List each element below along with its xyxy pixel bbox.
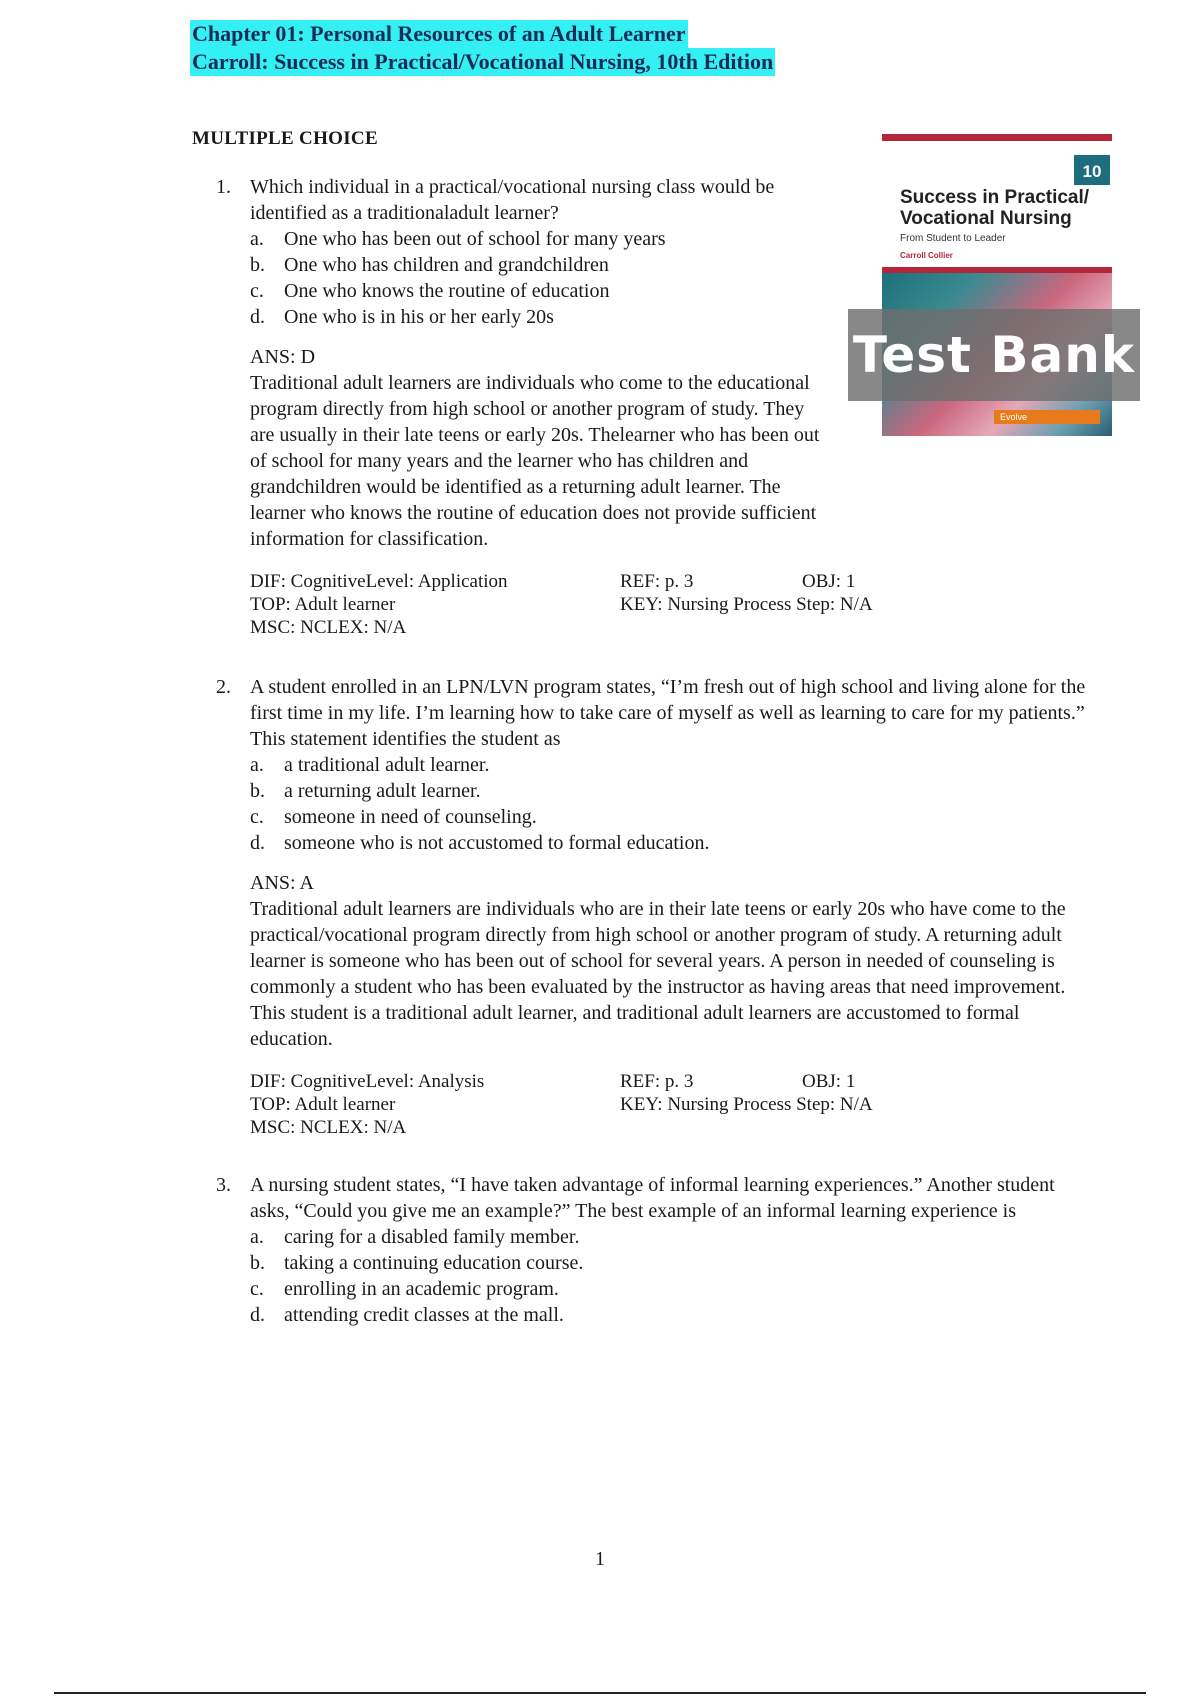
option-b	[250, 252, 1096, 278]
option-text: someone in need of counseling.	[284, 806, 537, 828]
option-letter: a.	[250, 228, 264, 250]
bottom-divider	[54, 1692, 1146, 1694]
option-a	[250, 1224, 1096, 1250]
option-a	[250, 752, 1096, 778]
meta-reference: REF: p. 3	[620, 1071, 694, 1092]
question-number: 3.	[216, 1174, 231, 1196]
option-text: caring for a disabled family member.	[284, 1226, 580, 1248]
option-text: taking a continuing education course.	[284, 1252, 584, 1274]
question-stem: A nursing student states, “I have taken advantage of informal learning experiences.” Another student asks, “Could you give me an example?” The best example of an informal learning experience is	[250, 1174, 1055, 1222]
option-text: someone who is not accustomed to formal education.	[284, 832, 710, 854]
option-letter: a.	[250, 1226, 264, 1248]
meta-key: KEY: Nursing Process Step: N/A	[620, 594, 873, 615]
question-stem: Which individual in a practical/vocational nursing class would be identified as a traditionaladult learner?	[250, 176, 775, 224]
option-letter: c.	[250, 806, 264, 828]
meta-topic: TOP: Adult learner	[250, 1094, 396, 1115]
option-letter: b.	[250, 1252, 265, 1274]
question-stem: A student enrolled in an LPN/LVN program states, “I’m fresh out of high school and living alone for the first time in my life. I’m learning how to take care of myself as well as learning to care for my patients.” This statement identifies the student as	[250, 676, 1086, 750]
option-c	[250, 804, 1096, 830]
meta-difficulty: DIF: CognitiveLevel: Application	[250, 571, 508, 592]
option-text: One who is in his or her early 20s	[284, 306, 554, 328]
option-b	[250, 778, 1096, 804]
question-metadata	[250, 1070, 1096, 1139]
option-text: a traditional adult learner.	[284, 754, 490, 776]
option-text: a returning adult learner.	[284, 780, 481, 802]
question-metadata	[250, 570, 1096, 639]
option-d	[250, 1302, 1096, 1328]
meta-objective: OBJ: 1	[802, 571, 856, 592]
document-header	[190, 20, 775, 76]
section-label: MULTIPLE CHOICE	[192, 128, 378, 149]
meta-difficulty: DIF: CognitiveLevel: Analysis	[250, 1071, 485, 1092]
rationale-text: Traditional adult learners are individuals who come to the educational program directly from high school or another program of study. They are usually in their late teens or early 20s. Thelearner who has been out of school for many years and the learner who has children and grandchildren would be identified as a returning adult learner. The learner who knows the routine of education does not provide sufficient information for classification.	[250, 372, 820, 550]
cover-authors: Carroll Collier	[900, 251, 953, 260]
question-number: 1.	[216, 176, 231, 198]
option-letter: a.	[250, 754, 264, 776]
answer-key: ANS: A	[250, 872, 314, 894]
option-text: One who has been out of school for many years	[284, 228, 666, 250]
option-c	[250, 278, 1096, 304]
option-a	[250, 226, 1096, 252]
publisher-tag: Evolve	[994, 410, 1100, 424]
answer-key: ANS: D	[250, 346, 316, 368]
option-letter: b.	[250, 780, 265, 802]
book-title: Carroll: Success in Practical/Vocational Nursing, 10th Edition	[192, 49, 774, 74]
option-list	[250, 1224, 1096, 1328]
meta-key: KEY: Nursing Process Step: N/A	[620, 1094, 873, 1115]
cover-title-line1: Success in Practical/	[900, 187, 1090, 208]
cover-subtitle: From Student to Leader	[900, 233, 1006, 244]
option-c	[250, 1276, 1096, 1302]
option-d	[250, 304, 1096, 330]
chapter-title: Chapter 01: Personal Resources of an Adult Learner	[192, 21, 686, 46]
option-text: One who knows the routine of education	[284, 280, 610, 302]
option-b	[250, 1250, 1096, 1276]
rationale-text: Traditional adult learners are individuals who are in their late teens or early 20s who have come to the practical/vocational program directly from high school or another program of study. A returning adult learner is someone who has been out of school for several years. A person in needed of counseling is commonly a student who has been evaluated by the instructor as having areas that need improvement. This student is a traditional adult learner, and traditional adult learners are accustomed to formal education.	[250, 898, 1066, 1050]
option-letter: d.	[250, 1304, 265, 1326]
option-text: attending credit classes at the mall.	[284, 1304, 564, 1326]
page-number: 1	[595, 1548, 605, 1570]
option-letter: d.	[250, 306, 265, 328]
option-letter: c.	[250, 1278, 264, 1300]
edition-badge: 10	[1074, 155, 1110, 185]
meta-msc: MSC: NCLEX: N/A	[250, 1117, 407, 1138]
option-list	[250, 226, 1096, 330]
option-list	[250, 752, 1096, 856]
option-text: enrolling in an academic program.	[284, 1278, 559, 1300]
meta-topic: TOP: Adult learner	[250, 594, 396, 615]
option-letter: c.	[250, 280, 264, 302]
option-letter: b.	[250, 254, 265, 276]
meta-reference: REF: p. 3	[620, 571, 694, 592]
option-d	[250, 830, 1096, 856]
option-letter: d.	[250, 832, 265, 854]
meta-objective: OBJ: 1	[802, 1071, 856, 1092]
question-2	[216, 674, 1096, 1139]
meta-msc: MSC: NCLEX: N/A	[250, 617, 407, 638]
test-bank-badge: Test Bank	[848, 309, 1140, 401]
question-1	[216, 174, 1096, 639]
rationale	[250, 370, 1090, 552]
question-3	[216, 1172, 1096, 1328]
question-number: 2.	[216, 676, 231, 698]
option-text: One who has children and grandchildren	[284, 254, 609, 276]
cover-title-line2: Vocational Nursing	[900, 208, 1072, 229]
